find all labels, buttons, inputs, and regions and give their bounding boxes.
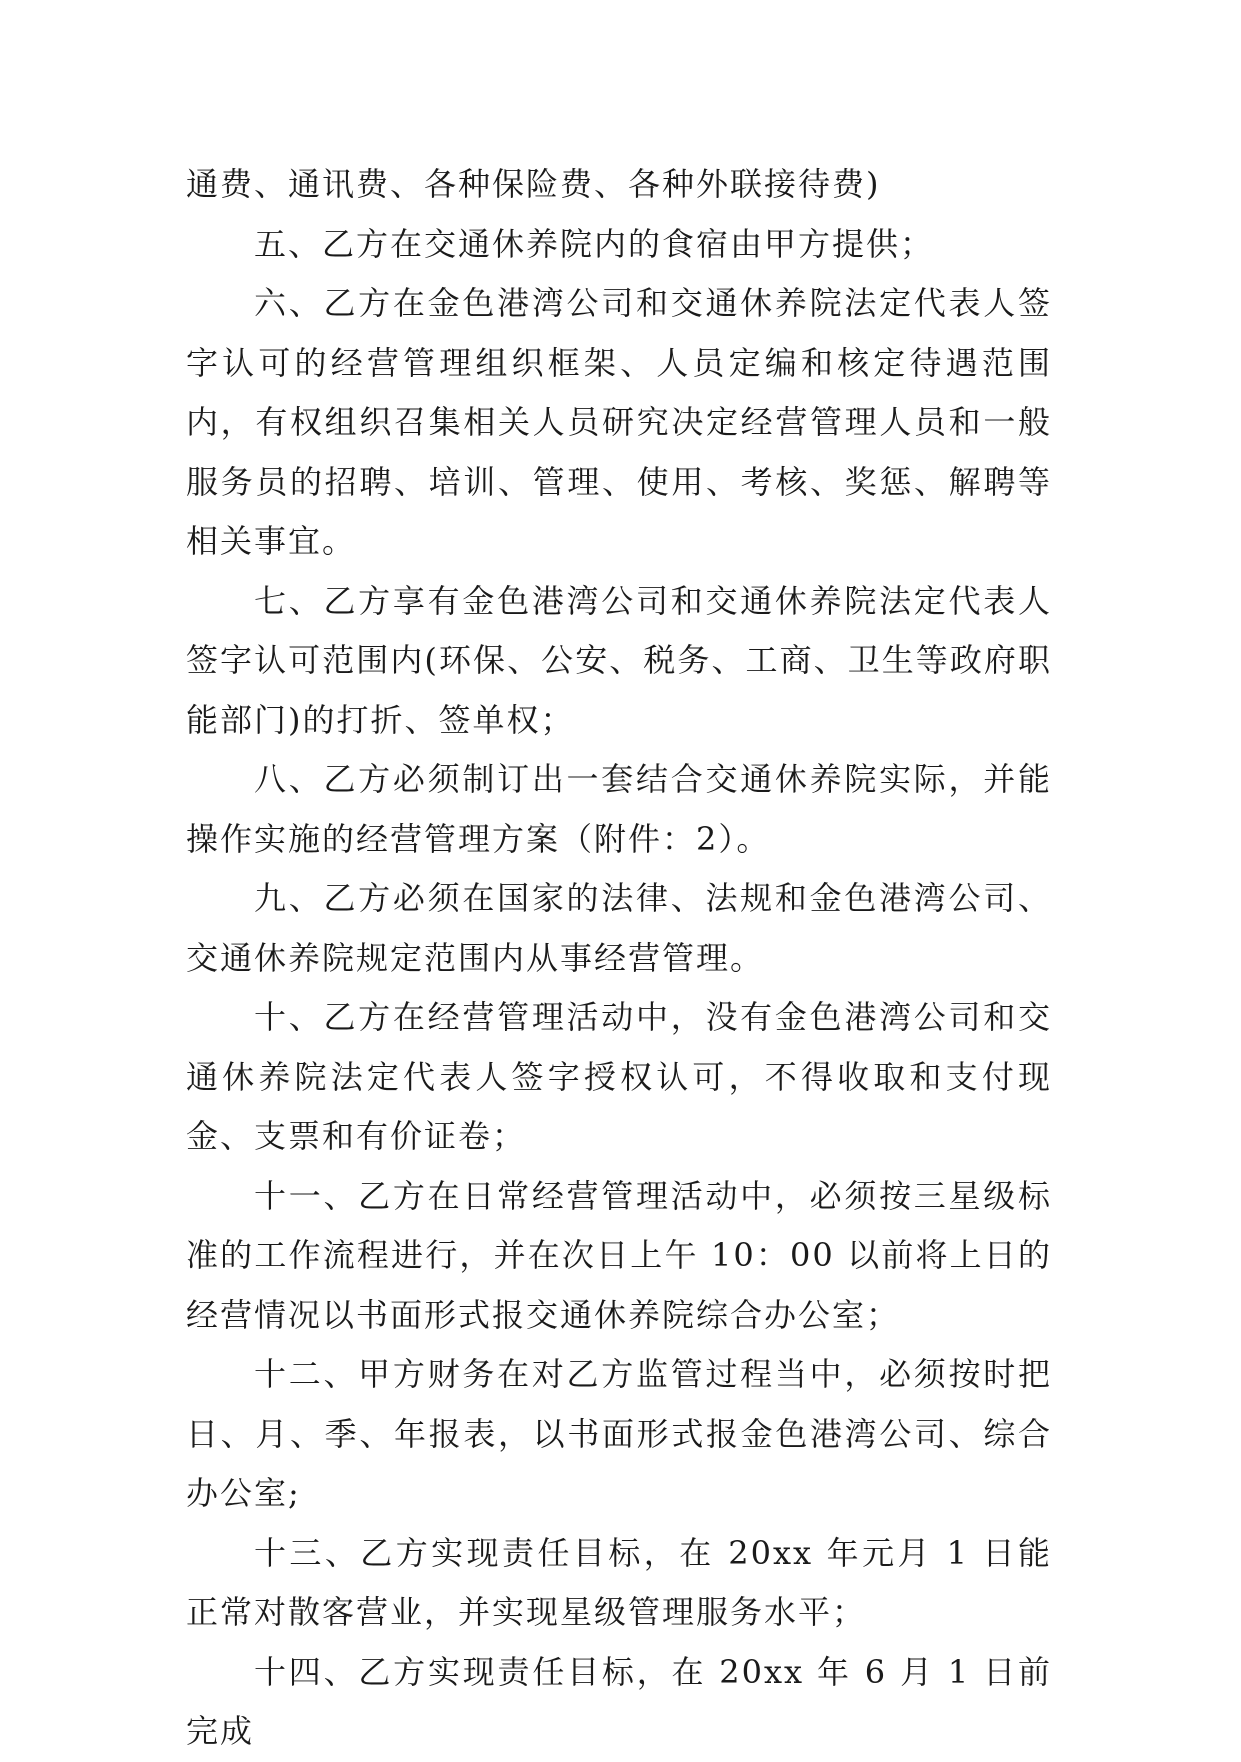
paragraph-clause-8: 八、乙方必须制订出一套结合交通休养院实际，并能操作实施的经营管理方案（附件：2）。	[186, 760, 1052, 858]
paragraph-clause-7: 七、乙方享有金色港湾公司和交通休养院法定代表人签字认可范围内(环保、公安、税务、工商、卫生等政府职能部门)的打折、签单权；	[186, 581, 1052, 739]
paragraph-clause-12: 十二、甲方财务在对乙方监管过程当中，必须按时把日、月、季、年报表，以书面形式报金色港湾公司、综合办公室;	[186, 1355, 1052, 1512]
paragraph-continuation: 通费、通讯费、各种保险费、各种外联接待费)	[186, 165, 881, 203]
paragraph-clause-5: 五、乙方在交通休养院内的食宿由甲方提供；	[254, 224, 935, 263]
paragraph-clause-13: 十三、乙方实现责任目标，在 20xx 年元月 1 日能正常对散客营业，并实现星级管理服务水平；	[186, 1533, 1052, 1631]
paragraph-clause-6: 六、乙方在金色港湾公司和交通休养院法定代表人签字认可的经营管理组织框架、人员定编和核定待遇范围内，有权组织召集相关人员研究决定经营管理人员和一般服务员的招聘、培训、管理、使用、考核、奖惩、解聘等相关事宜。	[186, 284, 1052, 560]
document-body	[186, 155, 1052, 1762]
paragraph-clause-9: 九、乙方必须在国家的法律、法规和金色港湾公司、交通休养院规定范围内从事经营管理。	[186, 879, 1052, 977]
paragraph-clause-11: 十一、乙方在日常经营管理活动中，必须按三星级标准的工作流程进行，并在次日上午 10：00 以前将上日的经营情况以书面形式报交通休养院综合办公室；	[186, 1176, 1052, 1334]
paragraph-clause-14: 十四、乙方实现责任目标，在 20xx 年 6 月 1 日前完成	[186, 1652, 1052, 1750]
paragraph-clause-10: 十、乙方在经营管理活动中，没有金色港湾公司和交通休养院法定代表人签字授权认可，不得收取和支付现金、支票和有价证卷；	[186, 998, 1052, 1155]
